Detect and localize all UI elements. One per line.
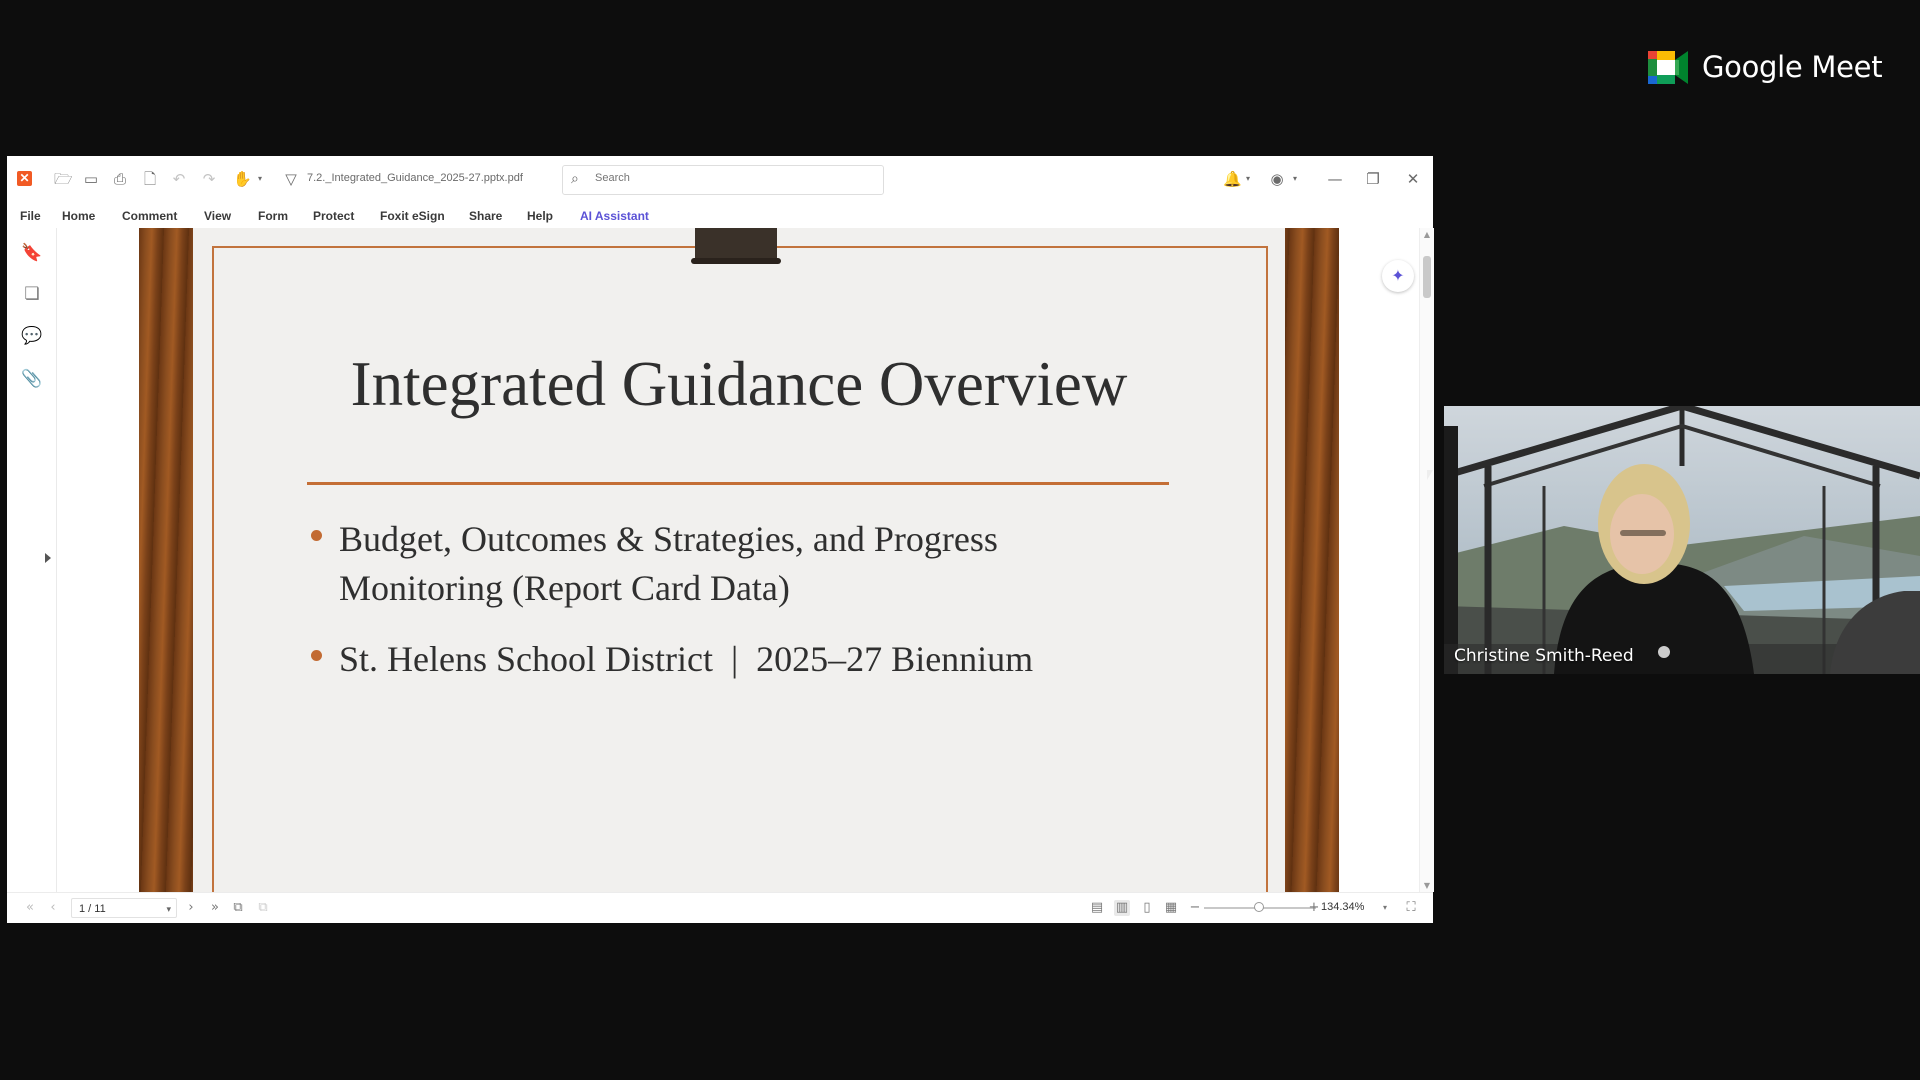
document-title: 7.2._Integrated_Guidance_2025-27.pptx.pdf xyxy=(307,172,523,184)
bullet-item-1-line1: Budget, Outcomes & Strategies, and Progress xyxy=(339,519,998,559)
continuous-view-icon[interactable]: ▥ xyxy=(1115,900,1129,915)
expand-panel-arrow-icon[interactable] xyxy=(45,553,51,563)
menu-comment[interactable]: Comment xyxy=(122,209,178,223)
foxit-app-logo-icon: ✕ xyxy=(17,171,32,186)
audio-indicator-icon xyxy=(1658,646,1670,658)
menu-file[interactable]: File xyxy=(20,209,41,223)
zoom-in-icon[interactable]: + xyxy=(1308,900,1320,915)
pages-thumbnail-icon[interactable]: ❏ xyxy=(24,284,40,304)
menu-help[interactable]: Help xyxy=(527,209,554,223)
menu-protect[interactable]: Protect xyxy=(313,209,355,223)
close-icon[interactable]: ✕ xyxy=(1406,170,1420,188)
create-pdf-icon[interactable]: 🗋 xyxy=(143,170,157,188)
menu-home[interactable]: Home xyxy=(62,209,96,223)
bullet-item-1 xyxy=(339,515,998,613)
clipboard-clip-bar xyxy=(691,258,781,264)
zoom-out-icon[interactable]: − xyxy=(1189,900,1201,915)
notification-bell-icon[interactable]: 🔔 xyxy=(1223,170,1242,188)
single-page-view-icon[interactable]: ▤ xyxy=(1090,900,1104,915)
navigation-sidebar xyxy=(7,228,57,892)
continuous-facing-view-icon[interactable]: ▦ xyxy=(1164,900,1178,915)
page-dropdown-icon[interactable]: ▾ xyxy=(166,904,171,914)
rotate-view-icon[interactable]: ⧉ xyxy=(233,900,243,915)
print-icon[interactable]: ⎙ xyxy=(113,170,126,188)
save-icon[interactable]: ▭ xyxy=(83,170,99,188)
google-meet-brand xyxy=(1648,50,1882,84)
title-bar xyxy=(7,156,1433,205)
ai-assistant-float-icon[interactable]: ✦ xyxy=(1382,260,1414,292)
menu-view[interactable]: View xyxy=(204,209,232,223)
title-divider xyxy=(307,482,1169,485)
search-icon: ⌕ xyxy=(571,171,579,187)
google-meet-label: Google Meet xyxy=(1702,50,1883,84)
notification-dropdown-icon[interactable]: ▾ xyxy=(1245,174,1250,183)
zoom-dropdown-icon[interactable]: ▾ xyxy=(1382,903,1387,912)
participant-name: Christine Smith-Reed xyxy=(1454,646,1634,666)
participant-video-tile[interactable] xyxy=(1444,406,1920,674)
account-icon[interactable]: ◉ xyxy=(1270,170,1284,188)
fullscreen-icon[interactable]: ⛶ xyxy=(1406,900,1416,915)
search-box[interactable] xyxy=(562,165,884,195)
page-number-value: 1 / 11 xyxy=(79,903,106,915)
hand-tool-icon[interactable]: ✋ xyxy=(233,170,252,188)
slide-page xyxy=(139,228,1339,892)
bullet-dot xyxy=(311,530,322,541)
scroll-up-icon[interactable]: ▲ xyxy=(1423,230,1431,239)
slide-paper xyxy=(193,228,1285,892)
minimize-icon[interactable]: — xyxy=(1327,170,1343,188)
google-meet-logo-icon xyxy=(1648,51,1688,84)
menu-form[interactable]: Form xyxy=(258,209,288,223)
customize-toolbar-icon[interactable]: ▽ xyxy=(285,170,297,188)
vertical-scrollbar[interactable] xyxy=(1419,228,1434,892)
restore-icon[interactable]: ❐ xyxy=(1366,170,1380,188)
last-page-icon[interactable]: » xyxy=(211,900,219,915)
first-page-icon[interactable]: « xyxy=(26,900,34,915)
menu-bar xyxy=(7,204,1433,228)
facing-view-icon[interactable]: ▯ xyxy=(1143,900,1151,915)
bookmark-icon[interactable]: 🔖 xyxy=(21,243,43,263)
menu-share[interactable]: Share xyxy=(469,209,503,223)
scrollbar-thumb[interactable] xyxy=(1423,256,1431,298)
menu-ai-assistant[interactable]: AI Assistant xyxy=(580,209,649,223)
comments-icon[interactable]: 💬 xyxy=(21,326,43,346)
participant-video-feed xyxy=(1444,406,1920,674)
page-number-field[interactable] xyxy=(71,898,177,918)
bullet-dot xyxy=(311,650,322,661)
search-input[interactable] xyxy=(593,171,867,185)
zoom-slider-knob[interactable] xyxy=(1254,902,1264,912)
menu-foxit-esign[interactable]: Foxit eSign xyxy=(380,209,445,223)
bullet-item-2: St. Helens School District | 2025–27 Biennium xyxy=(339,639,1034,679)
redo-icon[interactable]: ↷ xyxy=(202,170,216,188)
scroll-down-icon[interactable]: ▼ xyxy=(1423,881,1431,890)
next-page-icon[interactable]: › xyxy=(188,900,194,915)
document-view[interactable] xyxy=(57,228,1419,892)
open-folder-icon[interactable]: 🗁 xyxy=(54,170,73,188)
account-dropdown-icon[interactable]: ▾ xyxy=(1292,174,1297,183)
undo-icon[interactable]: ↶ xyxy=(172,170,186,188)
extract-page-icon[interactable]: ⧉ xyxy=(258,900,268,915)
bullet-item-1-line2: Monitoring (Report Card Data) xyxy=(339,568,790,608)
previous-page-icon[interactable]: ‹ xyxy=(50,900,56,915)
attachment-icon[interactable]: 📎 xyxy=(21,369,43,389)
zoom-level[interactable]: 134.34% xyxy=(1321,901,1365,913)
slide-title: Integrated Guidance Overview xyxy=(350,349,1128,419)
mouse-cursor-icon xyxy=(1427,470,1433,480)
shared-pdf-window xyxy=(7,156,1433,922)
hand-tool-dropdown-icon[interactable]: ▾ xyxy=(257,174,262,183)
status-bar xyxy=(7,892,1433,923)
